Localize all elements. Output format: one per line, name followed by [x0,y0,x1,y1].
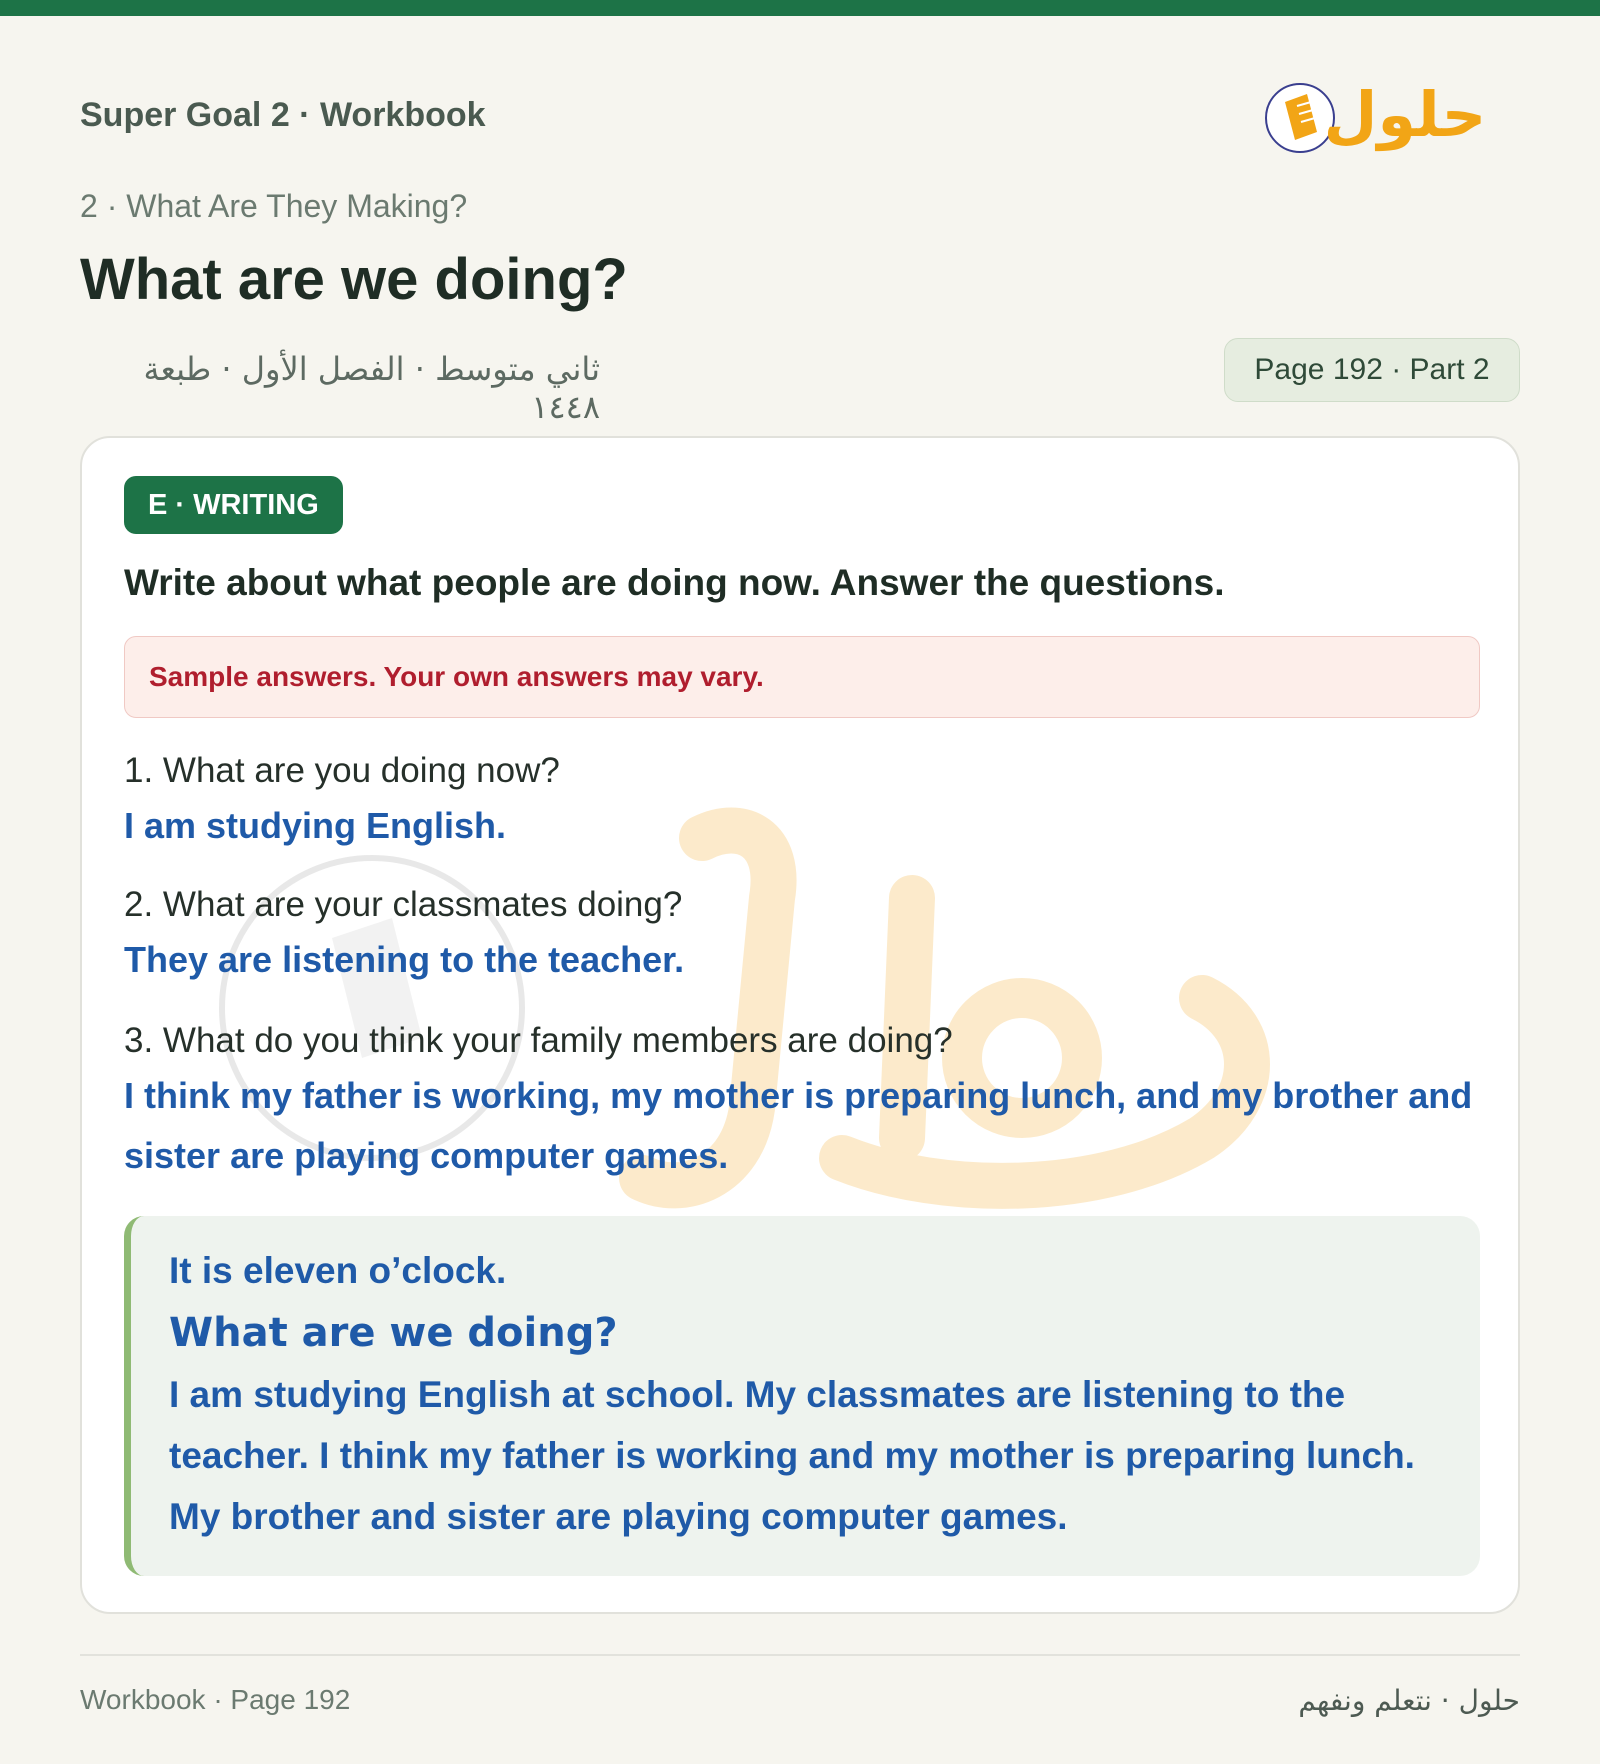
answer-text: They are listening to the teacher. [124,939,685,980]
summary-time: It is eleven o’clock. [169,1250,507,1291]
exercise-instruction: Write about what people are doing now. Answer the questions. [124,562,1225,603]
question-item [124,880,1484,990]
footer-brand-tagline: حلول · نتعلم ونفهم [1298,1684,1520,1717]
answer-text: I am studying English. [124,805,507,846]
question-item [124,1016,1484,1186]
summary-paragraph: I am studying English at school. My classmates are listening to the teacher. I think my father is working and my mother is preparing lunch. My brother and sister are playing computer games. [169,1374,1415,1537]
top-accent-bar [0,0,1600,16]
hulul-logo[interactable] [1255,62,1505,172]
question-item [124,746,1484,856]
question-text: 3. What do you think your family members are doing? [124,1021,953,1060]
question-text: 2. What are your classmates doing? [124,885,683,924]
page-heading: What are we doing? [80,247,628,312]
question-text: 1. What are you doing now? [124,751,560,790]
page-part-badge: Page 192 · Part 2 [1224,338,1520,402]
summary-box [124,1216,1480,1576]
grade-term-edition: ثاني متوسط · الفصل الأول · طبعة ١٤٤٨ [143,350,600,426]
section-badge: E · WRITING [124,476,343,534]
unit-line: 2 · What Are They Making? [80,188,468,224]
logo-text: حلول [1323,78,1487,151]
footer-page-label: Workbook · Page 192 [80,1684,351,1715]
answer-text: I think my father is working, my mother is preparing lunch, and my brother and sister are playing computer games. [124,1075,1473,1176]
sample-answers-note: Sample answers. Your own answers may vary. [124,636,1480,718]
book-title: Super Goal 2 · Workbook [80,96,486,134]
footer-divider [80,1654,1520,1656]
summary-heading: What are we doing? [169,1310,618,1356]
exercise-card [80,436,1520,1614]
